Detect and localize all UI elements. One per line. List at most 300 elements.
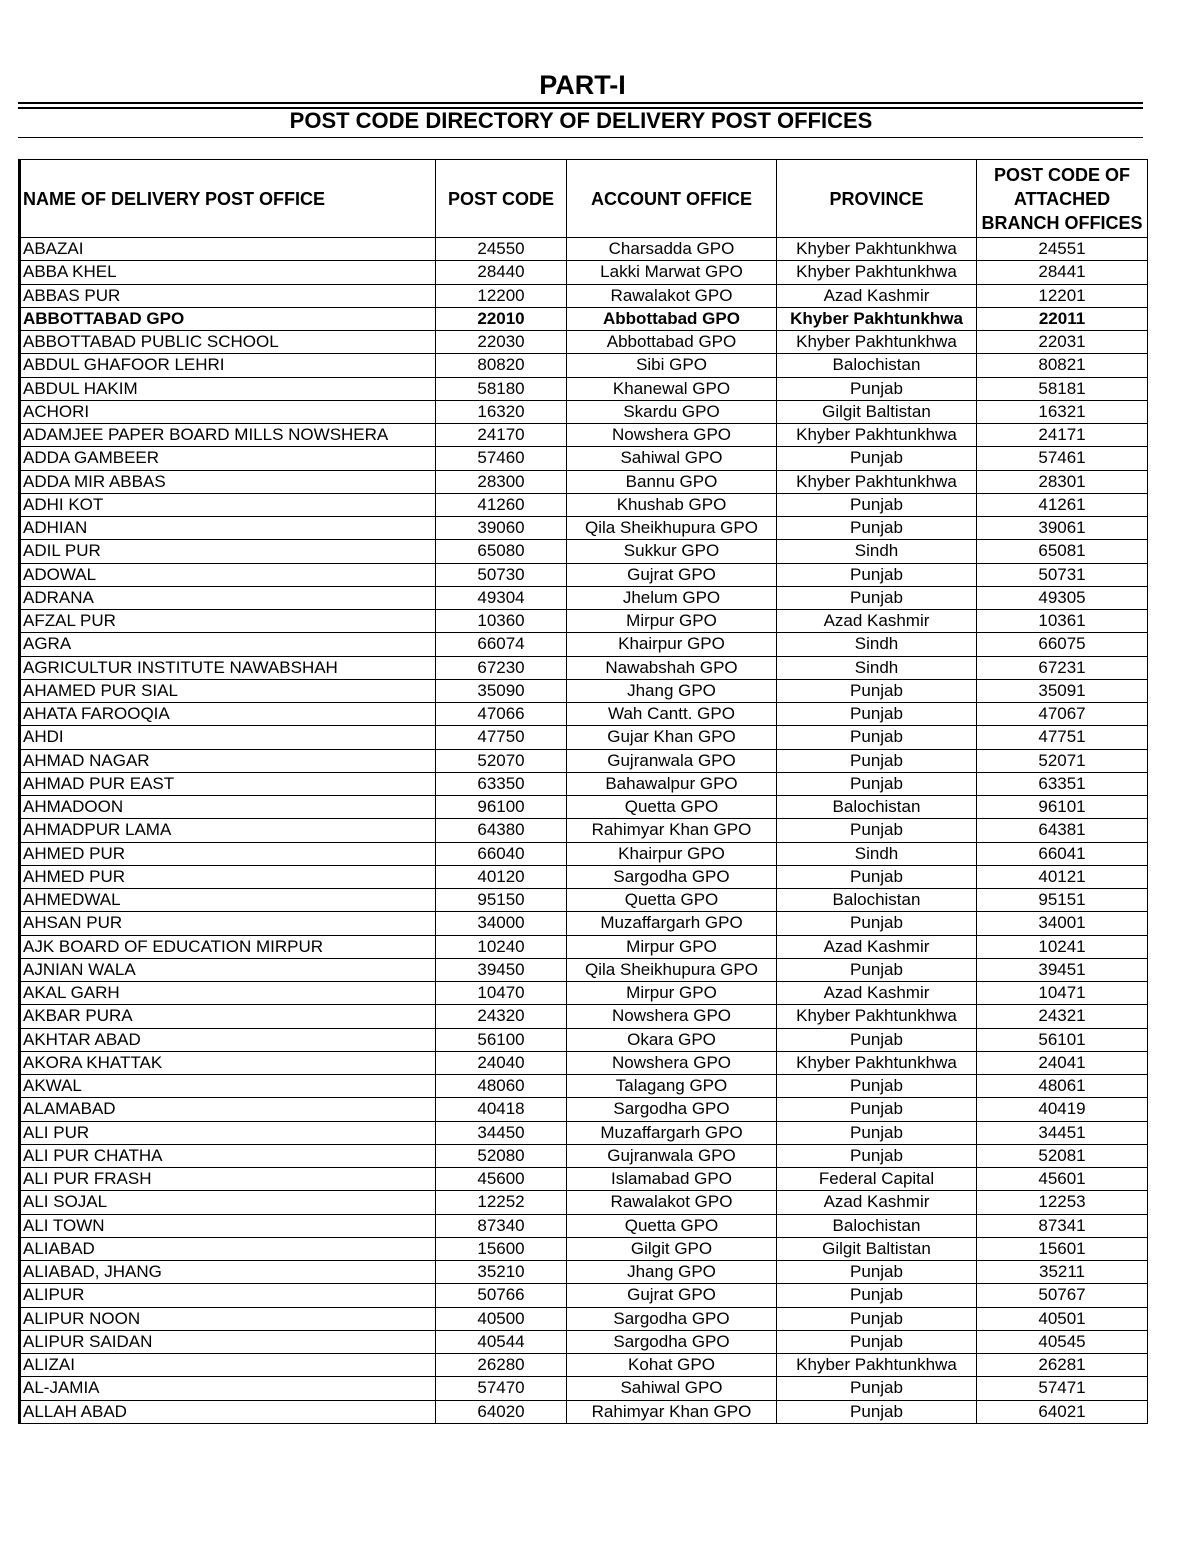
cell-account-office: Khanewal GPO: [567, 377, 777, 400]
cell-office-name: AGRA: [20, 633, 436, 656]
cell-account-office: Talagang GPO: [567, 1075, 777, 1098]
cell-office-name: AL-JAMIA: [20, 1377, 436, 1400]
cell-branch-code: 57461: [977, 447, 1148, 470]
cell-post-code: 24170: [436, 424, 567, 447]
table-row: [20, 889, 1148, 912]
cell-office-name: AJK BOARD OF EDUCATION MIRPUR: [20, 935, 436, 958]
cell-office-name: ADOWAL: [20, 563, 436, 586]
cell-office-name: AHAMED PUR SIAL: [20, 679, 436, 702]
cell-account-office: Sargodha GPO: [567, 865, 777, 888]
cell-post-code: 80820: [436, 354, 567, 377]
table-row: [20, 1307, 1148, 1330]
cell-branch-code: 35211: [977, 1261, 1148, 1284]
cell-province: Punjab: [777, 493, 977, 516]
cell-province: Punjab: [777, 586, 977, 609]
cell-account-office: Sahiwal GPO: [567, 447, 777, 470]
cell-post-code: 28440: [436, 261, 567, 284]
title-underline: [18, 137, 1143, 138]
cell-account-office: Mirpur GPO: [567, 610, 777, 633]
table-row: [20, 1075, 1148, 1098]
part-title: PART-I: [539, 70, 626, 100]
cell-province: Punjab: [777, 1028, 977, 1051]
table-row: [20, 1377, 1148, 1400]
cell-province: Azad Kashmir: [777, 982, 977, 1005]
cell-branch-code: 12201: [977, 284, 1148, 307]
cell-province: Punjab: [777, 1307, 977, 1330]
cell-province: Punjab: [777, 517, 977, 540]
cell-post-code: 40544: [436, 1330, 567, 1353]
cell-office-name: ABBOTTABAD PUBLIC SCHOOL: [20, 331, 436, 354]
cell-account-office: Bannu GPO: [567, 470, 777, 493]
cell-office-name: AHMED PUR: [20, 842, 436, 865]
cell-office-name: ALIPUR NOON: [20, 1307, 436, 1330]
cell-account-office: Islamabad GPO: [567, 1168, 777, 1191]
cell-branch-code: 47751: [977, 726, 1148, 749]
cell-post-code: 10360: [436, 610, 567, 633]
cell-office-name: ALIZAI: [20, 1354, 436, 1377]
table-row: [20, 749, 1148, 772]
cell-province: Punjab: [777, 912, 977, 935]
cell-branch-code: 87341: [977, 1214, 1148, 1237]
table-row: [20, 1237, 1148, 1260]
cell-post-code: 40120: [436, 865, 567, 888]
cell-post-code: 50730: [436, 563, 567, 586]
cell-office-name: AFZAL PUR: [20, 610, 436, 633]
cell-office-name: ABBAS PUR: [20, 284, 436, 307]
cell-post-code: 12252: [436, 1191, 567, 1214]
cell-post-code: 39450: [436, 958, 567, 981]
cell-post-code: 40418: [436, 1098, 567, 1121]
cell-province: Gilgit Baltistan: [777, 400, 977, 423]
cell-post-code: 47750: [436, 726, 567, 749]
cell-branch-code: 48061: [977, 1075, 1148, 1098]
table-row: [20, 540, 1148, 563]
cell-account-office: Jhang GPO: [567, 679, 777, 702]
cell-branch-code: 40121: [977, 865, 1148, 888]
cell-account-office: Gujranwala GPO: [567, 749, 777, 772]
cell-post-code: 96100: [436, 796, 567, 819]
cell-office-name: AKBAR PURA: [20, 1005, 436, 1028]
cell-account-office: Jhelum GPO: [567, 586, 777, 609]
table-row: [20, 1051, 1148, 1074]
cell-province: Balochistan: [777, 796, 977, 819]
cell-account-office: Mirpur GPO: [567, 935, 777, 958]
cell-branch-code: 22031: [977, 331, 1148, 354]
cell-branch-code: 96101: [977, 796, 1148, 819]
cell-account-office: Mirpur GPO: [567, 982, 777, 1005]
cell-post-code: 34450: [436, 1121, 567, 1144]
table-row: [20, 865, 1148, 888]
column-header-province: PROVINCE: [777, 160, 977, 238]
cell-post-code: 45600: [436, 1168, 567, 1191]
table-row: [20, 238, 1148, 261]
cell-branch-code: 24041: [977, 1051, 1148, 1074]
cell-post-code: 34000: [436, 912, 567, 935]
cell-account-office: Kohat GPO: [567, 1354, 777, 1377]
cell-post-code: 67230: [436, 656, 567, 679]
table-row: [20, 610, 1148, 633]
cell-province: Khyber Pakhtunkhwa: [777, 261, 977, 284]
table-row: [20, 679, 1148, 702]
cell-account-office: Nowshera GPO: [567, 1051, 777, 1074]
table-row: [20, 307, 1148, 330]
cell-province: Punjab: [777, 772, 977, 795]
cell-branch-code: 35091: [977, 679, 1148, 702]
cell-account-office: Khushab GPO: [567, 493, 777, 516]
cell-branch-code: 40501: [977, 1307, 1148, 1330]
cell-account-office: Abbottabad GPO: [567, 307, 777, 330]
cell-office-name: ABBOTTABAD GPO: [20, 307, 436, 330]
cell-province: Khyber Pakhtunkhwa: [777, 331, 977, 354]
cell-province: Punjab: [777, 1400, 977, 1423]
cell-province: Punjab: [777, 726, 977, 749]
cell-office-name: ALIABAD, JHANG: [20, 1261, 436, 1284]
table-row: [20, 1214, 1148, 1237]
cell-province: Sindh: [777, 842, 977, 865]
cell-post-code: 10470: [436, 982, 567, 1005]
table-row: [20, 935, 1148, 958]
cell-province: Punjab: [777, 865, 977, 888]
cell-branch-code: 49305: [977, 586, 1148, 609]
cell-province: Sindh: [777, 656, 977, 679]
table-row: [20, 633, 1148, 656]
cell-province: Azad Kashmir: [777, 935, 977, 958]
cell-branch-code: 28441: [977, 261, 1148, 284]
table-row: [20, 656, 1148, 679]
cell-post-code: 48060: [436, 1075, 567, 1098]
cell-account-office: Nawabshah GPO: [567, 656, 777, 679]
cell-office-name: ADDA GAMBEER: [20, 447, 436, 470]
cell-province: Punjab: [777, 447, 977, 470]
cell-branch-code: 34001: [977, 912, 1148, 935]
cell-branch-code: 52081: [977, 1144, 1148, 1167]
cell-post-code: 52070: [436, 749, 567, 772]
cell-branch-code: 45601: [977, 1168, 1148, 1191]
table-row: [20, 563, 1148, 586]
cell-branch-code: 39451: [977, 958, 1148, 981]
cell-branch-code: 26281: [977, 1354, 1148, 1377]
cell-branch-code: 22011: [977, 307, 1148, 330]
cell-branch-code: 66041: [977, 842, 1148, 865]
directory-title: POST CODE DIRECTORY OF DELIVERY POST OFFICES: [289, 108, 873, 133]
cell-province: Sindh: [777, 540, 977, 563]
cell-account-office: Gujar Khan GPO: [567, 726, 777, 749]
table-row: [20, 1284, 1148, 1307]
cell-post-code: 41260: [436, 493, 567, 516]
cell-post-code: 22010: [436, 307, 567, 330]
cell-office-name: AHMADOON: [20, 796, 436, 819]
cell-account-office: Quetta GPO: [567, 889, 777, 912]
cell-post-code: 35090: [436, 679, 567, 702]
cell-post-code: 40500: [436, 1307, 567, 1330]
cell-office-name: ADIL PUR: [20, 540, 436, 563]
table-row: [20, 958, 1148, 981]
cell-office-name: ACHORI: [20, 400, 436, 423]
cell-province: Sindh: [777, 633, 977, 656]
column-header-branch-code: POST CODE OF ATTACHED BRANCH OFFICES: [977, 160, 1148, 238]
cell-province: Federal Capital: [777, 1168, 977, 1191]
cell-account-office: Qila Sheikhupura GPO: [567, 958, 777, 981]
cell-office-name: ADDA MIR ABBAS: [20, 470, 436, 493]
cell-branch-code: 50767: [977, 1284, 1148, 1307]
cell-post-code: 28300: [436, 470, 567, 493]
cell-office-name: ALI PUR FRASH: [20, 1168, 436, 1191]
table-row: [20, 842, 1148, 865]
cell-branch-code: 10241: [977, 935, 1148, 958]
cell-account-office: Rawalakot GPO: [567, 1191, 777, 1214]
table-row: [20, 284, 1148, 307]
cell-province: Punjab: [777, 749, 977, 772]
cell-account-office: Rahimyar Khan GPO: [567, 819, 777, 842]
cell-office-name: ADAMJEE PAPER BOARD MILLS NOWSHERA: [20, 424, 436, 447]
cell-office-name: AHMED PUR: [20, 865, 436, 888]
cell-province: Punjab: [777, 563, 977, 586]
cell-post-code: 64380: [436, 819, 567, 842]
cell-office-name: AKAL GARH: [20, 982, 436, 1005]
cell-account-office: Muzaffargarh GPO: [567, 1121, 777, 1144]
cell-branch-code: 56101: [977, 1028, 1148, 1051]
cell-post-code: 57470: [436, 1377, 567, 1400]
cell-account-office: Qila Sheikhupura GPO: [567, 517, 777, 540]
cell-post-code: 63350: [436, 772, 567, 795]
cell-province: Punjab: [777, 1121, 977, 1144]
cell-account-office: Sibi GPO: [567, 354, 777, 377]
cell-branch-code: 57471: [977, 1377, 1148, 1400]
cell-branch-code: 50731: [977, 563, 1148, 586]
cell-post-code: 47066: [436, 703, 567, 726]
table-row: [20, 261, 1148, 284]
cell-branch-code: 24321: [977, 1005, 1148, 1028]
cell-post-code: 24320: [436, 1005, 567, 1028]
table-row: [20, 517, 1148, 540]
cell-account-office: Gujranwala GPO: [567, 1144, 777, 1167]
cell-post-code: 49304: [436, 586, 567, 609]
cell-office-name: AHMEDWAL: [20, 889, 436, 912]
cell-account-office: Khairpur GPO: [567, 633, 777, 656]
cell-branch-code: 16321: [977, 400, 1148, 423]
cell-branch-code: 40545: [977, 1330, 1148, 1353]
table-row: [20, 982, 1148, 1005]
cell-province: Punjab: [777, 1075, 977, 1098]
table-row: [20, 447, 1148, 470]
cell-province: Khyber Pakhtunkhwa: [777, 1051, 977, 1074]
cell-office-name: ABDUL HAKIM: [20, 377, 436, 400]
cell-account-office: Bahawalpur GPO: [567, 772, 777, 795]
cell-province: Punjab: [777, 1261, 977, 1284]
cell-branch-code: 80821: [977, 354, 1148, 377]
cell-account-office: Gujrat GPO: [567, 563, 777, 586]
cell-province: Punjab: [777, 377, 977, 400]
cell-post-code: 24550: [436, 238, 567, 261]
cell-account-office: Charsadda GPO: [567, 238, 777, 261]
cell-account-office: Muzaffargarh GPO: [567, 912, 777, 935]
cell-office-name: AHMAD NAGAR: [20, 749, 436, 772]
table-row: [20, 1330, 1148, 1353]
cell-post-code: 35210: [436, 1261, 567, 1284]
cell-office-name: AKWAL: [20, 1075, 436, 1098]
cell-province: Punjab: [777, 1098, 977, 1121]
cell-office-name: ALIABAD: [20, 1237, 436, 1260]
cell-province: Khyber Pakhtunkhwa: [777, 424, 977, 447]
cell-branch-code: 65081: [977, 540, 1148, 563]
cell-account-office: Sargodha GPO: [567, 1098, 777, 1121]
cell-post-code: 65080: [436, 540, 567, 563]
cell-branch-code: 39061: [977, 517, 1148, 540]
cell-province: Punjab: [777, 819, 977, 842]
cell-post-code: 58180: [436, 377, 567, 400]
cell-account-office: Skardu GPO: [567, 400, 777, 423]
cell-province: Khyber Pakhtunkhwa: [777, 238, 977, 261]
cell-office-name: ALIPUR: [20, 1284, 436, 1307]
cell-account-office: Wah Cantt. GPO: [567, 703, 777, 726]
cell-province: Gilgit Baltistan: [777, 1237, 977, 1260]
cell-province: Punjab: [777, 1377, 977, 1400]
cell-province: Balochistan: [777, 354, 977, 377]
cell-office-name: ALLAH ABAD: [20, 1400, 436, 1423]
cell-account-office: Nowshera GPO: [567, 424, 777, 447]
cell-post-code: 64020: [436, 1400, 567, 1423]
cell-province: Khyber Pakhtunkhwa: [777, 1005, 977, 1028]
cell-branch-code: 58181: [977, 377, 1148, 400]
cell-branch-code: 66075: [977, 633, 1148, 656]
column-header-post-code: POST CODE: [436, 160, 567, 238]
cell-office-name: ABAZAI: [20, 238, 436, 261]
table-row: [20, 819, 1148, 842]
cell-branch-code: 15601: [977, 1237, 1148, 1260]
cell-account-office: Sahiwal GPO: [567, 1377, 777, 1400]
cell-account-office: Gilgit GPO: [567, 1237, 777, 1260]
cell-office-name: ALI SOJAL: [20, 1191, 436, 1214]
cell-post-code: 87340: [436, 1214, 567, 1237]
cell-province: Azad Kashmir: [777, 1191, 977, 1214]
cell-province: Azad Kashmir: [777, 284, 977, 307]
cell-branch-code: 64381: [977, 819, 1148, 842]
table-row: [20, 400, 1148, 423]
cell-branch-code: 41261: [977, 493, 1148, 516]
cell-account-office: Rawalakot GPO: [567, 284, 777, 307]
cell-branch-code: 24551: [977, 238, 1148, 261]
cell-post-code: 10240: [436, 935, 567, 958]
cell-post-code: 24040: [436, 1051, 567, 1074]
cell-branch-code: 64021: [977, 1400, 1148, 1423]
cell-office-name: ALIPUR SAIDAN: [20, 1330, 436, 1353]
cell-post-code: 50766: [436, 1284, 567, 1307]
cell-branch-code: 28301: [977, 470, 1148, 493]
table-row: [20, 1191, 1148, 1214]
cell-branch-code: 34451: [977, 1121, 1148, 1144]
cell-branch-code: 40419: [977, 1098, 1148, 1121]
cell-account-office: Jhang GPO: [567, 1261, 777, 1284]
table-row: [20, 331, 1148, 354]
table-row: [20, 1400, 1148, 1423]
table-row: [20, 586, 1148, 609]
cell-province: Khyber Pakhtunkhwa: [777, 470, 977, 493]
table-row: [20, 726, 1148, 749]
cell-office-name: ABBA KHEL: [20, 261, 436, 284]
cell-account-office: Sargodha GPO: [567, 1307, 777, 1330]
cell-province: Azad Kashmir: [777, 610, 977, 633]
cell-branch-code: 67231: [977, 656, 1148, 679]
table-row: [20, 1144, 1148, 1167]
table-row: [20, 354, 1148, 377]
cell-post-code: 57460: [436, 447, 567, 470]
cell-post-code: 66040: [436, 842, 567, 865]
cell-office-name: AHDI: [20, 726, 436, 749]
double-rule-top: [18, 102, 1143, 104]
column-header-account-office: ACCOUNT OFFICE: [567, 160, 777, 238]
cell-post-code: 66074: [436, 633, 567, 656]
cell-province: Punjab: [777, 703, 977, 726]
cell-province: Punjab: [777, 1330, 977, 1353]
cell-province: Punjab: [777, 958, 977, 981]
cell-branch-code: 24171: [977, 424, 1148, 447]
table-row: [20, 703, 1148, 726]
cell-branch-code: 10361: [977, 610, 1148, 633]
table-row: [20, 377, 1148, 400]
cell-post-code: 22030: [436, 331, 567, 354]
table-row: [20, 424, 1148, 447]
cell-branch-code: 95151: [977, 889, 1148, 912]
cell-branch-code: 47067: [977, 703, 1148, 726]
table-body: [20, 238, 1148, 1424]
table-row: [20, 796, 1148, 819]
cell-office-name: AKORA KHATTAK: [20, 1051, 436, 1074]
cell-office-name: ALI TOWN: [20, 1214, 436, 1237]
cell-branch-code: 63351: [977, 772, 1148, 795]
cell-post-code: 95150: [436, 889, 567, 912]
cell-account-office: Sukkur GPO: [567, 540, 777, 563]
cell-office-name: AKHTAR ABAD: [20, 1028, 436, 1051]
cell-account-office: Quetta GPO: [567, 1214, 777, 1237]
cell-branch-code: 10471: [977, 982, 1148, 1005]
cell-office-name: ABDUL GHAFOOR LEHRI: [20, 354, 436, 377]
cell-office-name: ADRANA: [20, 586, 436, 609]
cell-branch-code: 52071: [977, 749, 1148, 772]
cell-province: Balochistan: [777, 1214, 977, 1237]
cell-post-code: 52080: [436, 1144, 567, 1167]
table-row: [20, 470, 1148, 493]
cell-account-office: Sargodha GPO: [567, 1330, 777, 1353]
cell-account-office: Gujrat GPO: [567, 1284, 777, 1307]
cell-office-name: AHMADPUR LAMA: [20, 819, 436, 842]
table-row: [20, 1005, 1148, 1028]
directory-table: [18, 159, 1148, 1424]
cell-office-name: AHMAD PUR EAST: [20, 772, 436, 795]
cell-office-name: AJNIAN WALA: [20, 958, 436, 981]
cell-province: Punjab: [777, 1284, 977, 1307]
cell-province: Balochistan: [777, 889, 977, 912]
cell-post-code: 15600: [436, 1237, 567, 1260]
cell-office-name: AGRICULTUR INSTITUTE NAWABSHAH: [20, 656, 436, 679]
cell-office-name: ADHI KOT: [20, 493, 436, 516]
table-row: [20, 1354, 1148, 1377]
cell-office-name: ALAMABAD: [20, 1098, 436, 1121]
table-row: [20, 1098, 1148, 1121]
cell-post-code: 39060: [436, 517, 567, 540]
cell-account-office: Abbottabad GPO: [567, 331, 777, 354]
cell-province: Khyber Pakhtunkhwa: [777, 307, 977, 330]
cell-province: Khyber Pakhtunkhwa: [777, 1354, 977, 1377]
table-row: [20, 1261, 1148, 1284]
cell-account-office: Khairpur GPO: [567, 842, 777, 865]
cell-province: Punjab: [777, 679, 977, 702]
cell-account-office: Lakki Marwat GPO: [567, 261, 777, 284]
cell-province: Punjab: [777, 1144, 977, 1167]
table-row: [20, 1028, 1148, 1051]
table-row: [20, 1121, 1148, 1144]
cell-post-code: 12200: [436, 284, 567, 307]
cell-post-code: 16320: [436, 400, 567, 423]
